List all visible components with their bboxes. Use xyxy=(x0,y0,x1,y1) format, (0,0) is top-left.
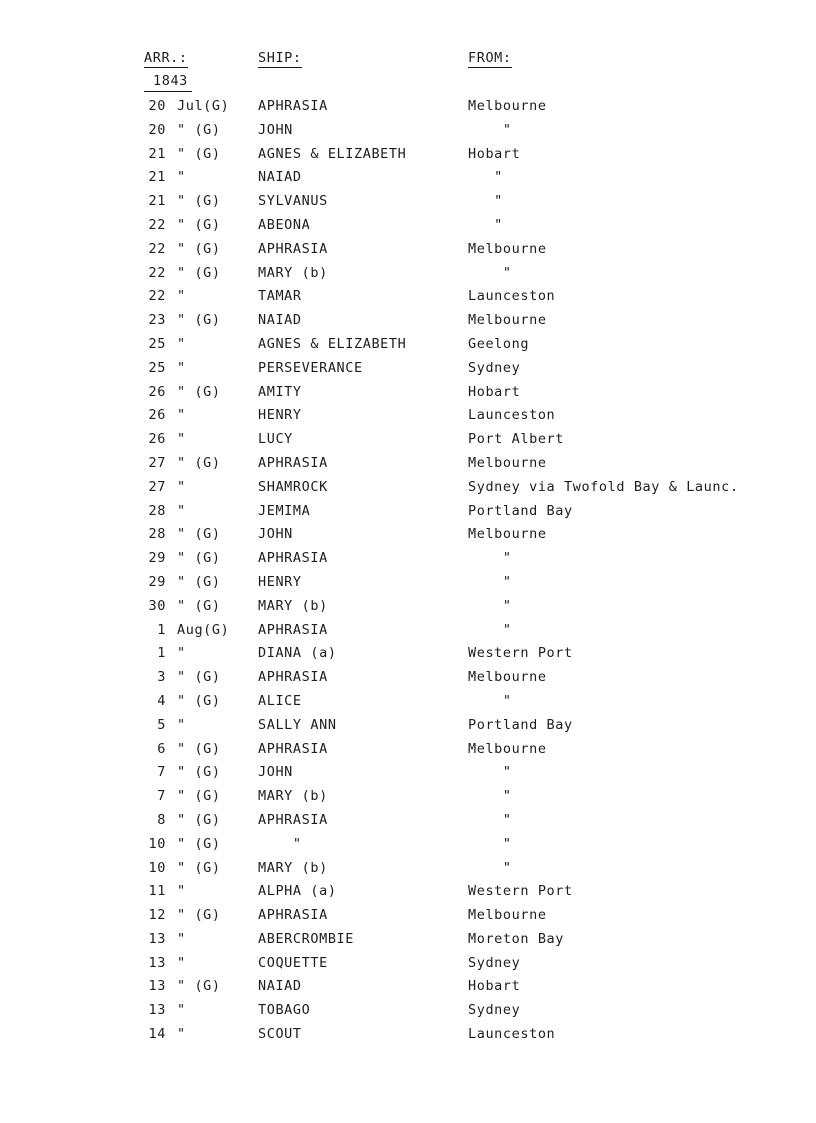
arrival-day: 21 xyxy=(148,169,166,186)
ship-name: MARY (b) xyxy=(258,597,328,614)
table-row xyxy=(0,358,816,382)
arrival-month-code: " xyxy=(177,883,186,900)
arrival-month-code: " (G) xyxy=(177,835,221,852)
arrival-month-code: " (G) xyxy=(177,907,221,924)
origin-port: Sydney via Twofold Bay & Launc. xyxy=(468,478,739,495)
arrival-month-code: Aug(G) xyxy=(177,621,230,638)
arrival-month-code: Jul(G) xyxy=(177,98,230,114)
ship-name: NAIAD xyxy=(258,978,302,995)
origin-port: " xyxy=(468,764,512,781)
table-row xyxy=(0,810,816,834)
ship-column-header: SHIP: xyxy=(258,50,302,66)
table-row xyxy=(0,167,816,191)
ship-name: MARY (b) xyxy=(258,264,328,281)
ship-name: APHRASIA xyxy=(258,98,328,114)
arrival-month-code: " (G) xyxy=(177,573,221,590)
arrival-day: 22 xyxy=(148,264,166,281)
arrival-month-code: " xyxy=(177,645,186,662)
arrival-month-code: " (G) xyxy=(177,811,221,828)
origin-port: " xyxy=(468,859,512,876)
table-row xyxy=(0,881,816,905)
arrival-day: 21 xyxy=(148,193,166,210)
ship-name: APHRASIA xyxy=(258,454,328,471)
table-row xyxy=(0,405,816,429)
origin-port: Melbourne xyxy=(468,98,547,114)
origin-port: " xyxy=(468,550,512,567)
origin-port: Moreton Bay xyxy=(468,930,565,947)
table-row xyxy=(0,382,816,406)
arrival-month-code: " xyxy=(177,930,186,947)
ship-name: SCOUT xyxy=(258,1026,302,1043)
ship-name: APHRASIA xyxy=(258,621,328,638)
arrival-day: 10 xyxy=(148,859,166,876)
arrival-month-code: " xyxy=(177,1002,186,1019)
table-row xyxy=(0,453,816,477)
origin-port: Western Port xyxy=(468,883,573,900)
arrival-month-code: " (G) xyxy=(177,764,221,781)
origin-port: Melbourne xyxy=(468,669,547,686)
origin-port: " xyxy=(468,169,503,186)
arrival-month-code: " (G) xyxy=(177,669,221,686)
arrival-day: 8 xyxy=(157,811,166,828)
ship-name: COQUETTE xyxy=(258,954,328,971)
origin-port: Sydney xyxy=(468,954,521,971)
table-row xyxy=(0,263,816,287)
origin-port: Melbourne xyxy=(468,312,547,329)
ship-name: AGNES & ELIZABETH xyxy=(258,145,407,162)
arrival-month-code: " (G) xyxy=(177,788,221,805)
origin-port: Melbourne xyxy=(468,740,547,757)
arrival-day: 7 xyxy=(157,764,166,781)
origin-port: " xyxy=(468,692,512,709)
table-row xyxy=(0,191,816,215)
origin-port: Western Port xyxy=(468,645,573,662)
ship-name: APHRASIA xyxy=(258,669,328,686)
arrival-day: 21 xyxy=(148,145,166,162)
arrival-day: 1 xyxy=(157,621,166,638)
arrival-day: 11 xyxy=(148,883,166,900)
table-row xyxy=(0,144,816,168)
origin-port: Launceston xyxy=(468,407,556,424)
origin-port: Melbourne xyxy=(468,454,547,471)
table-row xyxy=(0,286,816,310)
ship-name: ALICE xyxy=(258,692,302,709)
table-row xyxy=(0,976,816,1000)
arrival-day: 3 xyxy=(157,669,166,686)
arrival-month-code: " xyxy=(177,335,186,352)
arrival-month-code: " xyxy=(177,359,186,376)
origin-port: " xyxy=(468,788,512,805)
origin-port: " xyxy=(468,573,512,590)
origin-port: Portland Bay xyxy=(468,502,573,519)
arrival-month-code: " xyxy=(177,954,186,971)
origin-port: Melbourne xyxy=(468,526,547,543)
arrival-day: 1 xyxy=(157,645,166,662)
ship-name: TOBAGO xyxy=(258,1002,311,1019)
origin-port: Sydney xyxy=(468,1002,521,1019)
origin-port: " xyxy=(468,121,512,138)
arrival-month-code: " (G) xyxy=(177,550,221,567)
arrival-month-code: " (G) xyxy=(177,597,221,614)
table-row xyxy=(0,334,816,358)
ship-name: ABERCROMBIE xyxy=(258,930,355,947)
arrival-month-code: " xyxy=(177,716,186,733)
ship-name: TAMAR xyxy=(258,288,302,305)
table-row xyxy=(0,620,816,644)
table-row xyxy=(0,786,816,810)
origin-port: Hobart xyxy=(468,145,521,162)
origin-port: Melbourne xyxy=(468,907,547,924)
arrival-month-code: " (G) xyxy=(177,859,221,876)
table-row xyxy=(0,762,816,786)
arrival-day: 7 xyxy=(157,788,166,805)
arrival-day: 25 xyxy=(148,335,166,352)
ship-name: APHRASIA xyxy=(258,907,328,924)
arrival-month-code: " (G) xyxy=(177,121,221,138)
table-row xyxy=(0,239,816,263)
origin-port: Melbourne xyxy=(468,240,547,257)
table-row xyxy=(0,120,816,144)
table-row xyxy=(0,834,816,858)
arrival-day: 22 xyxy=(148,288,166,305)
table-row xyxy=(0,643,816,667)
ship-name: APHRASIA xyxy=(258,240,328,257)
ship-name: PERSEVERANCE xyxy=(258,359,363,376)
arrivals-table xyxy=(0,96,816,1048)
ship-name: " xyxy=(258,835,302,852)
table-row xyxy=(0,739,816,763)
table-row xyxy=(0,524,816,548)
table-row xyxy=(0,858,816,882)
table-row xyxy=(0,905,816,929)
origin-port: " xyxy=(468,216,503,233)
arrival-month-code: " (G) xyxy=(177,383,221,400)
arrival-month-code: " (G) xyxy=(177,193,221,210)
arrival-day: 23 xyxy=(148,312,166,329)
ship-name: DIANA (a) xyxy=(258,645,337,662)
arrival-day: 29 xyxy=(148,573,166,590)
arrival-day: 28 xyxy=(148,502,166,519)
ship-name: AGNES & ELIZABETH xyxy=(258,335,407,352)
ship-name: ALPHA (a) xyxy=(258,883,337,900)
origin-port: " xyxy=(468,621,512,638)
arrival-month-code: " xyxy=(177,431,186,448)
arrival-day: 20 xyxy=(148,121,166,138)
origin-port: Hobart xyxy=(468,978,521,995)
arrival-day: 12 xyxy=(148,907,166,924)
arrival-day: 10 xyxy=(148,835,166,852)
origin-port: Launceston xyxy=(468,288,556,305)
table-row xyxy=(0,429,816,453)
arrival-day: 22 xyxy=(148,216,166,233)
arrival-day: 30 xyxy=(148,597,166,614)
origin-port: " xyxy=(468,835,512,852)
origin-port: Sydney xyxy=(468,359,521,376)
origin-port: " xyxy=(468,811,512,828)
ship-name: SHAMROCK xyxy=(258,478,328,495)
arrival-month-code: " (G) xyxy=(177,526,221,543)
arrival-month-code: " xyxy=(177,288,186,305)
arrival-day: 13 xyxy=(148,978,166,995)
ship-name: AMITY xyxy=(258,383,302,400)
arrival-day: 29 xyxy=(148,550,166,567)
ship-name: MARY (b) xyxy=(258,788,328,805)
arrival-day: 20 xyxy=(148,98,166,114)
origin-port: Geelong xyxy=(468,335,530,352)
arrival-day: 28 xyxy=(148,526,166,543)
table-row xyxy=(0,596,816,620)
origin-port: " xyxy=(468,264,512,281)
ship-name: HENRY xyxy=(258,407,302,424)
arrival-day: 13 xyxy=(148,1002,166,1019)
ship-name: JOHN xyxy=(258,121,293,138)
table-row xyxy=(0,572,816,596)
arrival-month-code: " xyxy=(177,478,186,495)
year-label: 1843 xyxy=(144,73,192,92)
origin-port: Port Albert xyxy=(468,431,565,448)
arrival-day: 25 xyxy=(148,359,166,376)
table-row xyxy=(0,715,816,739)
table-row xyxy=(0,548,816,572)
arrival-month-code: " (G) xyxy=(177,978,221,995)
origin-port: Portland Bay xyxy=(468,716,573,733)
ship-name: SALLY ANN xyxy=(258,716,337,733)
origin-port: " xyxy=(468,193,503,210)
origin-port: Launceston xyxy=(468,1026,556,1043)
table-row xyxy=(0,691,816,715)
arrival-day: 27 xyxy=(148,454,166,471)
arrival-month-code: " (G) xyxy=(177,312,221,329)
ship-name: NAIAD xyxy=(258,312,302,329)
arrival-column-header: ARR.: xyxy=(144,50,188,66)
ship-name: SYLVANUS xyxy=(258,193,328,210)
ship-name: APHRASIA xyxy=(258,550,328,567)
arrival-day: 26 xyxy=(148,407,166,424)
arrival-day: 13 xyxy=(148,954,166,971)
arrival-day: 22 xyxy=(148,240,166,257)
arrival-month-code: " (G) xyxy=(177,216,221,233)
arrival-day: 26 xyxy=(148,431,166,448)
arrival-day: 26 xyxy=(148,383,166,400)
arrival-month-code: " xyxy=(177,1026,186,1043)
table-row xyxy=(0,1000,816,1024)
ship-name: MARY (b) xyxy=(258,859,328,876)
table-row xyxy=(0,215,816,239)
arrival-month-code: " xyxy=(177,407,186,424)
arrival-month-code: " (G) xyxy=(177,264,221,281)
ship-name: LUCY xyxy=(258,431,293,448)
table-row xyxy=(0,667,816,691)
arrival-month-code: " (G) xyxy=(177,240,221,257)
origin-port: " xyxy=(468,597,512,614)
ship-name: JOHN xyxy=(258,764,293,781)
table-row xyxy=(0,310,816,334)
column-header-row xyxy=(0,50,816,70)
arrival-month-code: " (G) xyxy=(177,740,221,757)
ship-name: APHRASIA xyxy=(258,811,328,828)
arrival-day: 6 xyxy=(157,740,166,757)
arrival-day: 5 xyxy=(157,716,166,733)
arrival-month-code: " (G) xyxy=(177,692,221,709)
ship-name: HENRY xyxy=(258,573,302,590)
arrival-day: 27 xyxy=(148,478,166,495)
table-row xyxy=(0,1024,816,1048)
from-column-header: FROM: xyxy=(468,50,512,66)
arrival-month-code: " xyxy=(177,502,186,519)
origin-port: Hobart xyxy=(468,383,521,400)
arrival-day: 13 xyxy=(148,930,166,947)
arrival-day: 4 xyxy=(157,692,166,709)
ship-name: JOHN xyxy=(258,526,293,543)
arrival-month-code: " xyxy=(177,169,186,186)
table-row xyxy=(0,477,816,501)
table-row xyxy=(0,96,816,120)
table-row xyxy=(0,929,816,953)
ship-name: ABEONA xyxy=(258,216,311,233)
ship-name: JEMIMA xyxy=(258,502,311,519)
table-row xyxy=(0,501,816,525)
table-row xyxy=(0,953,816,977)
arrival-day: 14 xyxy=(148,1026,166,1043)
arrival-month-code: " (G) xyxy=(177,145,221,162)
ship-name: NAIAD xyxy=(258,169,302,186)
ship-name: APHRASIA xyxy=(258,740,328,757)
arrival-month-code: " (G) xyxy=(177,454,221,471)
